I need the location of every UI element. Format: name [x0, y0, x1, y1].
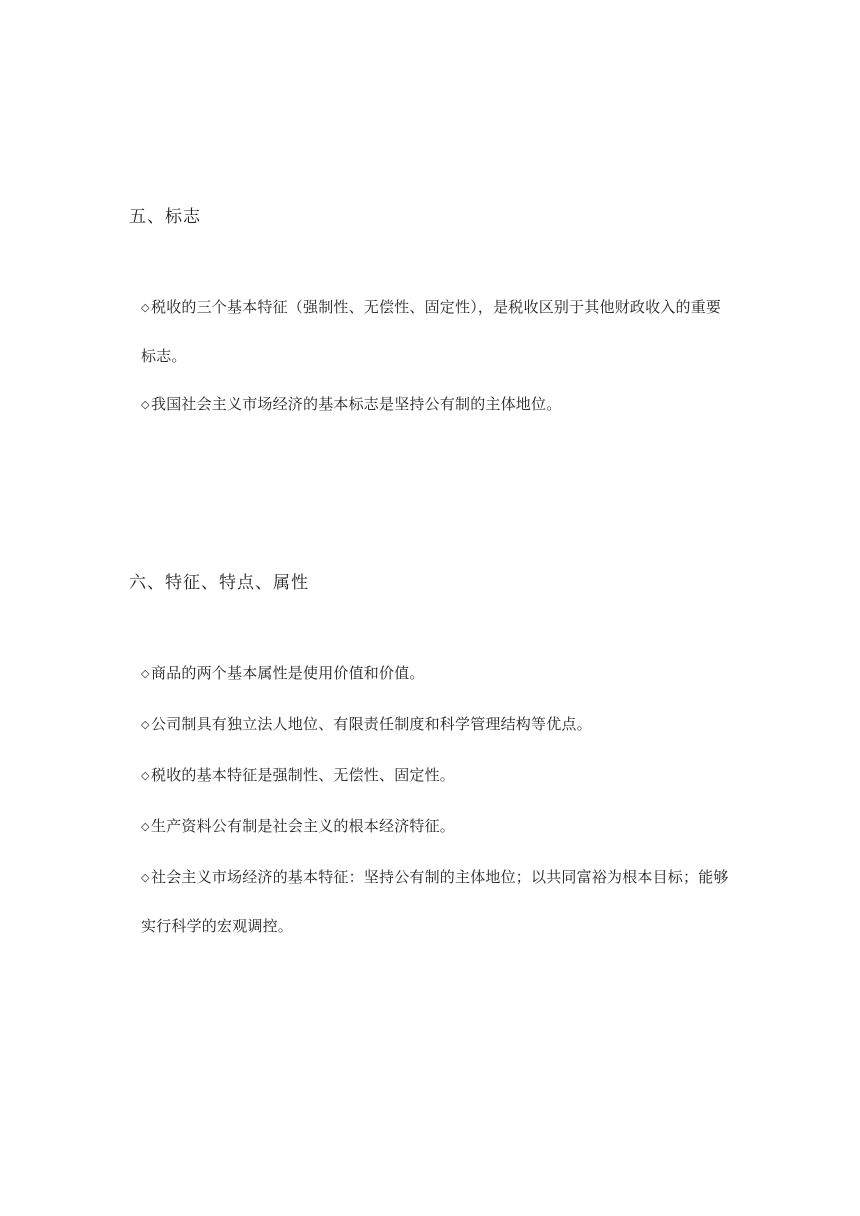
list-item	[141, 751, 731, 800]
list-item	[141, 802, 731, 851]
section-heading-6: 六、特征、特点、属性	[129, 573, 309, 593]
bullet-icon: ◇	[141, 769, 150, 782]
list-item	[141, 380, 731, 429]
bullet-icon: ◇	[141, 871, 150, 884]
list-item-text: 我国社会主义市场经济的基本标志是坚持公有制的主体地位。	[151, 395, 562, 413]
bullet-icon: ◇	[141, 667, 150, 680]
list-item-text: 公司制具有独立法人地位、有限责任制度和科学管理结构等优点。	[151, 715, 592, 733]
list-item-text: 税收的基本特征是强制性、无偿性、固定性。	[151, 766, 456, 784]
list-item-text: 税收的三个基本特征（强制性、无偿性、固定性），是税收区别于其他财政收入的重要标志。	[141, 298, 722, 365]
list-item	[141, 700, 731, 749]
list-item-text: 商品的两个基本属性是使用价值和价值。	[151, 664, 425, 682]
bullet-icon: ◇	[141, 301, 150, 314]
list-item-text: 社会主义市场经济的基本特征：坚持公有制的主体地位；以共同富裕为根本目标；能够实行科学的宏观调控。	[141, 868, 729, 935]
list-item	[141, 649, 731, 698]
section-heading-5: 五、标志	[129, 207, 201, 227]
bullet-icon: ◇	[141, 820, 150, 833]
list-item	[141, 853, 731, 950]
list-item	[141, 283, 731, 380]
list-item-text: 生产资料公有制是社会主义的根本经济特征。	[151, 817, 456, 835]
bullet-icon: ◇	[141, 718, 150, 731]
bullet-icon: ◇	[141, 398, 150, 411]
